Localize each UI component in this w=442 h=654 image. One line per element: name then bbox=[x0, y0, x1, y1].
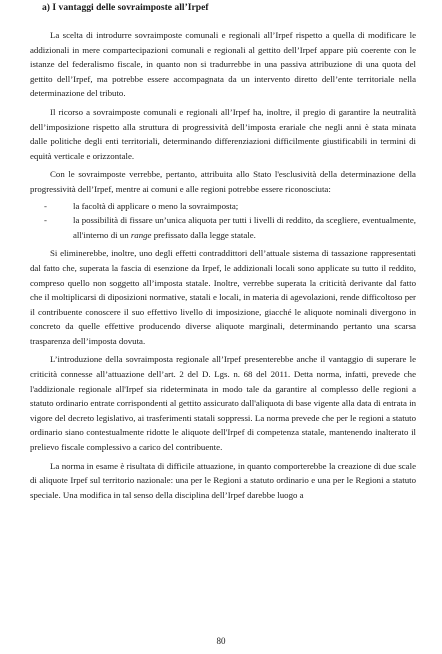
list-item bbox=[30, 199, 416, 214]
paragraph-1: La scelta di introdurre sovraimposte comunali e regionali all’Irpef rispetto a quella di modificare le addizionali in mere compartecipazioni comunali e regionali al gettito dell’Irpef appare più coerente con le istanze del federalismo fiscale, in quanto non si tradurrebbe in una passiva attribuzione di una quota del gettito dell’Irpef, ma potrebbe essere accompagnata da un intervento diretto dell’ente territoriale nella determinazione del tributo. bbox=[30, 30, 416, 99]
paragraph-3: Con le sovraimposte verrebbe, pertanto, attribuita allo Stato l'esclusività della determinazione della progressività dell’Irpef, mentre ai comuni e alle regioni potrebbe essere riconosciuta: bbox=[30, 169, 416, 194]
list-item-text: la possibilità di fissare un’unica aliquota per tutti i livelli di reddito, da scegliere, eventualmente, all'interno di un bbox=[73, 215, 416, 240]
dash-bullet: - bbox=[44, 200, 47, 211]
page-number: 80 bbox=[216, 636, 226, 646]
paragraph-5: L’introduzione della sovraimposta regionale all’Irpef presenterebbe anche il vantaggio di superare le criticità connesse all’attuazione dell’art. 2 del D. Lgs. n. 68 del 2011. Detta norma, infatti, prevede che l'addizionale regionale all'Irpef sia rideterminata in modo tale da garantire al complesso delle regioni a statuto ordinario entrate corrispondenti al gettito assicurato dall'aliquota di base vigente alla data di entrata in vigore del decreto legislativo, ai trasferimenti statali soppressi. La norma prevede che per le regioni a statuto ordinario siano contestualmente ridotte le aliquote dell'Irpef di competenza statale, mantenendo inalterato il prelievo fiscale complessivo a carico del contribuente. bbox=[30, 354, 416, 453]
paragraph-6: La norma in esame è risultata di difficile attuazione, in quanto comporterebbe la creazione di due scale di aliquote Irpef sul territorio nazionale: una per le Regioni a statuto ordinario e una per le Regioni a statuto speciale. Una modifica in tal senso della disciplina dell’Irpef darebbe luogo a bbox=[30, 460, 416, 500]
section-title: a) I vantaggi delle sovraimposte all’Irpef bbox=[42, 2, 209, 13]
dash-list bbox=[30, 199, 416, 243]
list-item bbox=[30, 213, 416, 242]
list-item-text-tail: prefissato dalla legge statale. bbox=[151, 229, 256, 240]
paragraph-4: Si eliminerebbe, inoltre, uno degli effetti contraddittori dell’attuale sistema di tassazione rappresentati dal fatto che, superata la fascia di esenzione da Irpef, le addizionali locali sono applicate su tutto il reddito, compreso quello non soggetto all’imposta statale. Inoltre, verrebbe superata la criticità derivante dal fatto che il moltiplicarsi di diposizioni normative, statali e locali, in materia di agevolazioni, rende difficoltoso per il contribuente conoscere il suo effettivo livello di imposizione, giacché le aliquote nominali divergono in concreto da quelle effettive producendo diverse aliquote marginali, determinando pertanto una scarsa trasparenza dell’imposta dovuta. bbox=[30, 248, 416, 346]
list-item-text: la facoltà di applicare o meno la sovraimposta; bbox=[73, 200, 239, 211]
list-item-italic-term: range bbox=[130, 229, 152, 240]
dash-bullet: - bbox=[44, 215, 47, 226]
paragraph-2: Il ricorso a sovraimposte comunali e regionali all’Irpef ha, inoltre, il pregio di garantire la neutralità dell’imposizione rispetto alla struttura di progressività dell’imposta erariale che negli anni è stata minata dalle politiche degli enti territoriali, determinando differenziazioni difficilmente giustificabili in termini di equità verticale e orizzontale. bbox=[30, 106, 416, 161]
